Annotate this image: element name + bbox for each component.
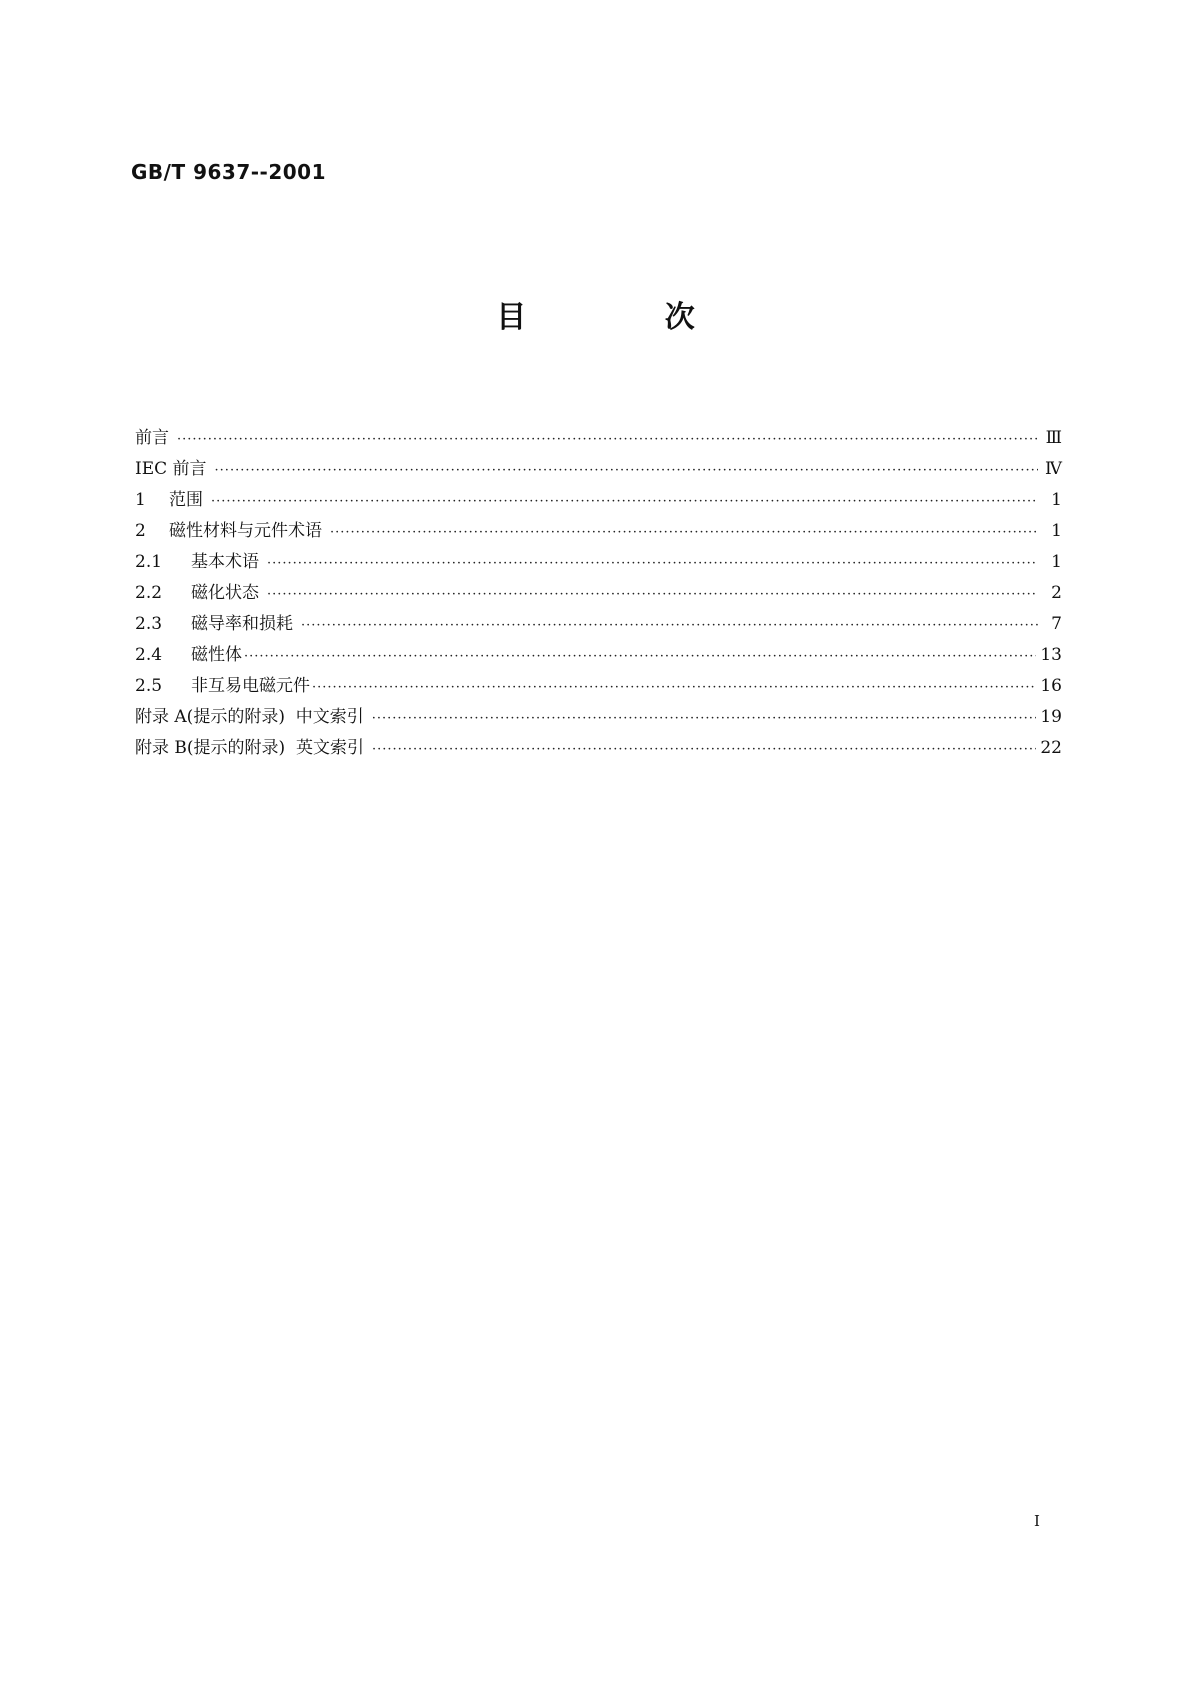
toc-entry-page: Ⅲ <box>1045 428 1062 448</box>
toc-entry-number: 2.4 <box>135 645 163 665</box>
toc-entry-label: 磁性材料与元件术语 <box>169 521 322 541</box>
table-of-contents <box>135 423 1062 764</box>
toc-entry-label: 前言 <box>135 428 169 448</box>
toc-entry-number: 2.3 <box>135 614 163 634</box>
toc-entry-page: 2 <box>1051 583 1062 603</box>
toc-entry[interactable] <box>135 547 1062 578</box>
toc-dot-leader <box>312 672 1036 703</box>
toc-dot-leader <box>177 424 1038 455</box>
toc-title: 目 次 <box>496 300 759 335</box>
toc-entry-number: 2.5 <box>135 676 163 696</box>
toc-entry-label: 范围 <box>169 490 203 510</box>
toc-entry-label: 附录 A(提示的附录) 中文索引 <box>135 707 364 727</box>
toc-dot-leader <box>244 641 1036 672</box>
toc-entry-label: 磁化状态 <box>191 583 259 603</box>
toc-dot-leader <box>267 579 1038 610</box>
toc-entry[interactable] <box>135 485 1062 516</box>
toc-dot-leader <box>301 610 1038 641</box>
toc-dot-leader <box>372 703 1037 734</box>
toc-entry-page: 13 <box>1040 645 1062 665</box>
toc-dot-leader <box>211 486 1038 517</box>
toc-entry-label: 非互易电磁元件 <box>191 676 310 696</box>
toc-entry[interactable] <box>135 671 1062 702</box>
toc-entry-page: 7 <box>1051 614 1062 634</box>
toc-entry-page: 16 <box>1040 676 1062 696</box>
toc-entry-page: 1 <box>1051 490 1062 510</box>
toc-entry-page: 19 <box>1040 707 1062 727</box>
toc-entry[interactable] <box>135 578 1062 609</box>
toc-entry-number: 2.2 <box>135 583 163 603</box>
toc-entry[interactable] <box>135 516 1062 547</box>
toc-entry[interactable] <box>135 609 1062 640</box>
standard-code: GB/T 9637--2001 <box>131 160 326 184</box>
toc-dot-leader <box>267 548 1038 579</box>
toc-entry[interactable] <box>135 733 1062 764</box>
toc-entry[interactable] <box>135 640 1062 671</box>
toc-entry-label: IEC 前言 <box>135 459 207 479</box>
page-number: I <box>1034 1512 1040 1530</box>
toc-entry-number: 2.1 <box>135 552 163 572</box>
toc-entry-page: 22 <box>1040 738 1062 758</box>
toc-entry-page: Ⅳ <box>1045 459 1062 479</box>
toc-dot-leader <box>330 517 1038 548</box>
toc-entry-page: 1 <box>1051 552 1062 572</box>
toc-dot-leader <box>215 455 1038 486</box>
toc-entry-page: 1 <box>1051 521 1062 541</box>
toc-entry-number: 1 <box>135 490 146 510</box>
toc-entry-label: 基本术语 <box>191 552 259 572</box>
toc-entry-number: 2 <box>135 521 146 541</box>
toc-dot-leader <box>372 734 1036 765</box>
toc-entry[interactable] <box>135 702 1062 733</box>
toc-entry[interactable] <box>135 454 1062 485</box>
toc-entry-label: 磁导率和损耗 <box>191 614 293 634</box>
toc-entry[interactable] <box>135 423 1062 454</box>
toc-entry-label: 附录 B(提示的附录) 英文索引 <box>135 738 364 758</box>
toc-entry-label: 磁性体 <box>191 645 242 665</box>
